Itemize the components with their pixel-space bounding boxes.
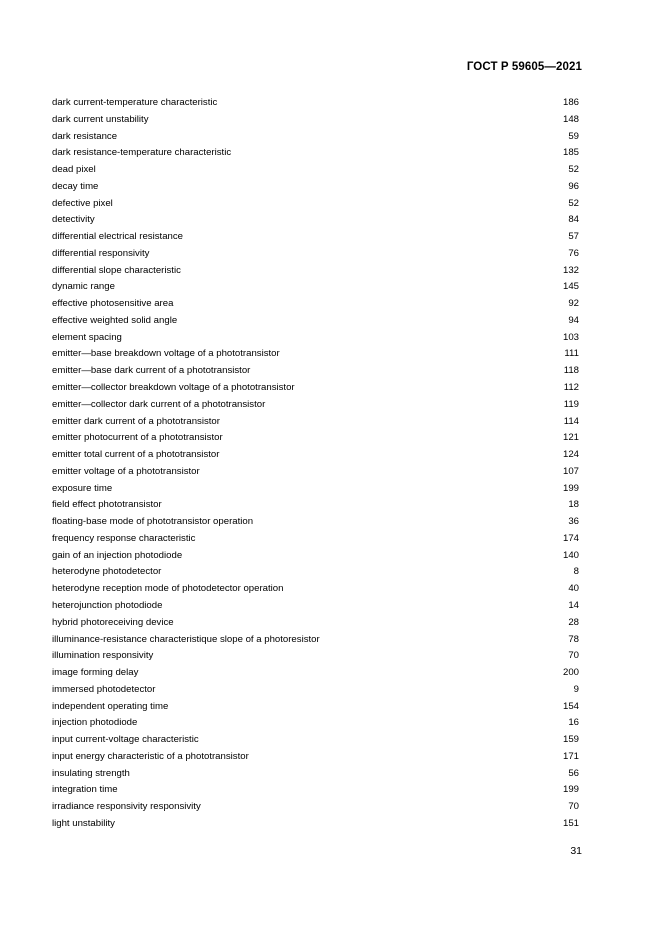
term-index-list (52, 95, 579, 833)
index-entry (52, 514, 579, 531)
index-term: dark resistance-temperature characteristic (52, 147, 232, 159)
index-term: detectivity (52, 214, 95, 226)
index-term: heterojunction photodiode (52, 599, 163, 611)
index-entry (52, 749, 579, 766)
index-entry (52, 481, 579, 498)
index-term: decay time (52, 180, 99, 192)
index-entry (52, 699, 579, 716)
index-term: differential electrical resistance (52, 231, 184, 243)
index-term: gain of an injection photodiode (52, 549, 183, 561)
index-page-ref: 151 (562, 817, 579, 829)
index-entry (52, 414, 579, 431)
index-term: heterodyne reception mode of photodetector operation (52, 583, 284, 595)
index-entry (52, 279, 579, 296)
index-term: image forming delay (52, 667, 139, 679)
index-page-ref: 76 (568, 247, 579, 259)
index-entry (52, 497, 579, 514)
index-entry (52, 212, 579, 229)
index-entry (52, 346, 579, 363)
index-page-ref: 159 (562, 734, 579, 746)
index-term: light unstability (52, 817, 115, 829)
index-page-ref: 8 (573, 566, 579, 578)
index-entry (52, 430, 579, 447)
index-page-ref: 119 (563, 398, 579, 410)
index-entry (52, 799, 579, 816)
index-page-ref: 52 (568, 164, 579, 176)
index-entry (52, 112, 579, 129)
index-term: frequency response characteristic (52, 532, 196, 544)
index-term: emitter—collector dark current of a phototransistor (52, 398, 266, 410)
index-term: dark current-temperature characteristic (52, 97, 218, 108)
index-term: integration time (52, 784, 118, 796)
index-entry (52, 196, 579, 213)
index-page-ref: 185 (562, 147, 579, 159)
index-page-ref: 59 (568, 130, 579, 142)
index-page-ref: 132 (562, 264, 579, 276)
standard-code-header: ГОСТ Р 59605—2021 (466, 61, 582, 73)
index-page-ref: 186 (562, 97, 579, 108)
index-term: irradiance responsivity responsivity (52, 801, 201, 813)
index-entry (52, 246, 579, 263)
index-entry (52, 95, 579, 112)
index-entry (52, 732, 579, 749)
index-page-ref: 52 (568, 197, 579, 209)
index-page-ref: 114 (563, 415, 579, 427)
index-term: emitter—base dark current of a phototransistor (52, 365, 251, 377)
index-entry (52, 648, 579, 665)
index-term: emitter total current of a phototransistor (52, 449, 220, 461)
index-page-ref: 70 (568, 801, 579, 813)
index-term: emitter—base breakdown voltage of a phototransistor (52, 348, 280, 360)
index-term: emitter voltage of a phototransistor (52, 465, 200, 477)
index-entry (52, 129, 579, 146)
index-entry (52, 229, 579, 246)
index-entry (52, 548, 579, 565)
index-term: effective weighted solid angle (52, 314, 178, 326)
index-entry (52, 782, 579, 799)
index-entry (52, 145, 579, 162)
index-term: field effect phototransistor (52, 499, 162, 511)
index-term: dynamic range (52, 281, 115, 293)
index-page-ref: 84 (568, 214, 579, 226)
index-term: dead pixel (52, 164, 96, 176)
index-page-ref: 199 (562, 482, 579, 494)
index-page-ref: 148 (562, 113, 579, 125)
index-page-ref: 56 (568, 767, 579, 779)
index-term: insulating strength (52, 767, 130, 779)
index-term: effective photosensitive area (52, 298, 174, 310)
index-entry (52, 564, 579, 581)
index-page-ref: 112 (563, 382, 579, 394)
index-page-ref: 92 (568, 298, 579, 310)
index-entry (52, 464, 579, 481)
index-page-ref: 36 (568, 516, 579, 528)
index-entry (52, 330, 579, 347)
index-term: dark resistance (52, 130, 118, 142)
index-term: hybrid photoreceiving device (52, 616, 174, 628)
index-entry (52, 263, 579, 280)
index-entry (52, 766, 579, 783)
index-term: immersed photodetector (52, 683, 156, 695)
index-term: emitter—collector breakdown voltage of a phototransistor (52, 382, 295, 394)
index-page-ref: 121 (562, 432, 579, 444)
index-term: differential responsivity (52, 247, 150, 259)
index-term: differential slope characteristic (52, 264, 181, 276)
index-term: defective pixel (52, 197, 113, 209)
index-page-ref: 174 (562, 532, 579, 544)
index-page-ref: 94 (568, 314, 579, 326)
index-entry (52, 363, 579, 380)
index-entry (52, 682, 579, 699)
index-entry (52, 179, 579, 196)
index-entry (52, 598, 579, 615)
index-page-ref: 171 (562, 750, 579, 762)
index-page-ref: 200 (562, 667, 579, 679)
index-term: dark current unstability (52, 113, 149, 125)
index-entry (52, 380, 579, 397)
index-page-ref: 154 (562, 700, 579, 712)
index-term: emitter dark current of a phototransistor (52, 415, 220, 427)
index-entry (52, 615, 579, 632)
index-entry (52, 816, 579, 833)
index-page-ref: 16 (568, 717, 579, 729)
page-number: 31 (570, 845, 582, 857)
index-page-ref: 70 (568, 650, 579, 662)
index-entry (52, 581, 579, 598)
index-page-ref: 145 (562, 281, 579, 293)
index-term: input energy characteristic of a phototransistor (52, 750, 249, 762)
index-page-ref: 78 (568, 633, 579, 645)
index-term: emitter photocurrent of a phototransistor (52, 432, 223, 444)
index-page-ref: 140 (562, 549, 579, 561)
index-term: illumination responsivity (52, 650, 154, 662)
index-page-ref: 118 (563, 365, 579, 377)
index-entry (52, 296, 579, 313)
index-page-ref: 40 (568, 583, 579, 595)
index-term: exposure time (52, 482, 113, 494)
index-term: input current-voltage characteristic (52, 734, 199, 746)
index-entry (52, 162, 579, 179)
index-entry (52, 313, 579, 330)
index-entry (52, 665, 579, 682)
index-term: element spacing (52, 331, 122, 343)
index-page-ref: 28 (568, 616, 579, 628)
index-entry (52, 531, 579, 548)
index-entry (52, 397, 579, 414)
index-entry (52, 715, 579, 732)
index-page-ref: 14 (568, 599, 579, 611)
index-page-ref: 96 (568, 180, 579, 192)
index-page-ref: 9 (573, 683, 579, 695)
index-term: heterodyne photodetector (52, 566, 162, 578)
index-page-ref: 103 (562, 331, 579, 343)
index-term: illuminance-resistance characteristique slope of a photoresistor (52, 633, 320, 645)
index-page-ref: 107 (562, 465, 579, 477)
index-term: independent operating time (52, 700, 169, 712)
index-page-ref: 199 (562, 784, 579, 796)
index-entry (52, 447, 579, 464)
index-page-ref: 111 (564, 348, 579, 360)
index-page-ref: 124 (562, 449, 579, 461)
index-page-ref: 57 (568, 231, 579, 243)
index-term: injection photodiode (52, 717, 138, 729)
index-page-ref: 18 (568, 499, 579, 511)
index-entry (52, 632, 579, 649)
index-term: floating-base mode of phototransistor operation (52, 516, 254, 528)
